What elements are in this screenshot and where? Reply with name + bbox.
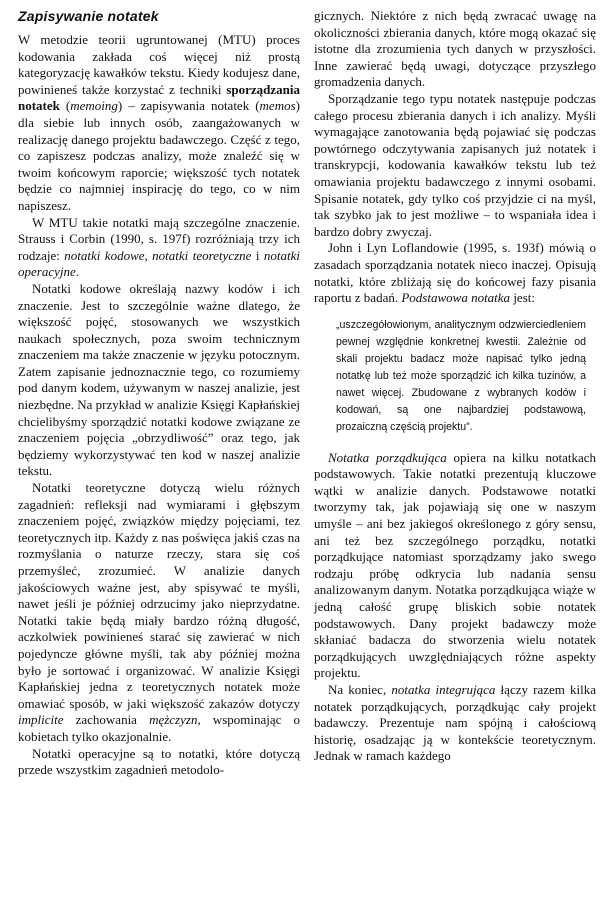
right-paragraph: Na koniec, notatka integrująca łączy razem kilka notatek porządkujących, porządkując cały projekt badawczy. Prezentuje nam spójną i całościową historię, osadzając ją w kontekście teoretycznym. Jednak w ramach każdego [314,682,597,764]
right-paragraph: John i Lyn Loflandowie (1995, s. 193f) mówią o zasadach sporządzania notatek nieco inaczej. Opisują notatki, które zbliżają się do końcowej fazy pisania raportu z badań. Podstawowa notatka jest: [314,240,596,306]
left-column-body [18,32,300,779]
left-column [18,8,300,779]
left-paragraph: W metodzie teorii ugruntowanej (MTU) proces kodowania zakłada coś więcej niż prostą kategoryzację kawałków tekstu. Kiedy kodujesz dane, powinieneś także korzystać z techniki sporządzania notatek (memoing) – zapisywania notatek (memos) dla siebie lub innych osób, zaangażowanych w realizację danego projektu badawczego. Część z tego, co zapiszesz podczas analizy, może znaleźć się w twoim końcowym raporcie; większość tych notatek będzie co najmniej inspirację do tego, co w nim napiszesz. [18,32,300,213]
left-paragraph: Notatki teoretyczne dotyczą wielu różnych zagadnień: refleksji nad wymiarami i głębszym znaczeniem pojęć, związków między pojęciami, tez teoretycznych itp. Każdy z nas poświęca jakiś czas na rozmyślania o naturze rzeczy, stara się coś przemyśleć, zrozumieć. W analizie danych jakościowych ważne jest, aby spisywać te myśli, nawet jeśli je później odrzucimy jako nieprzydatne. Notatki takie będą miały bardzo różną długość, aczkolwiek powinieneś starać się zawierać w nich pojedyncze główne myśli, tak aby później można było je sortować i organizować. W analizie Księgi Kapłańskiej jedna z teoretycznych notatek może omawiać sposób, w jaki większość zakazów dotyczy implicite zachowania mężczyzn, wspominając o kobietach tylko okazjonalnie. [18,480,300,744]
left-paragraph: W MTU takie notatki mają szczególne znaczenie. Strauss i Corbin (1990, s. 197f) rozróżniają trzy ich rodzaje: notatki kodowe, notatki teoretyczne i notatki operacyjne. [18,214,300,280]
right-paragraph: Sporządzanie tego typu notatek następuje podczas całego procesu zbierania danych i ich analizy. Myśli wymagające zanotowania będą pojawiać się podczas powtórnego odczytywania zapisanych już notatek i transkrypcji, kodowania kawałków tekstu lub też omawiania projektu badawczego z innymi osobami. Spisanie notatek, gdy tylko coś przyjdzie ci na myśl, tak szybko jak to jest możliwe – to wspaniała idea i bardzo dobry zwyczaj. [314,90,596,239]
right-paragraph: gicznych. Niektóre z nich będą zwracać uwagę na okoliczności zbierania danych, które mogą okazać się istotne dla zrozumienia tych danych w przyszłości. Inne zawierać będą uwagi, dotyczące przyszłego gromadzenia danych. [314,8,596,90]
left-paragraph: Notatki operacyjne są to notatki, które dotyczą przede wszystkim zagadnień metodolo- [18,745,300,778]
right-column-body [314,8,596,765]
section-title: Zapisywanie notatek [18,8,159,24]
right-column [314,8,596,765]
block-quote: „uszczegółowionym, analitycznym odzwierciedleniem pewnej względnie konkretnej kwestii. Zależnie od skali projektu badacz może napisać tylko jedną notatkę lub też może sporządzić ich kilka tuzinów, a nawet więcej. Zbudowane z wybranych kodów i kodowań, są one najbardziej podstawową, prozaiczną częścią projektu”. [336,318,586,433]
right-paragraph: Notatka porządkująca opiera na kilku notatkach podstawowych. Takie notatki prezentują kluczowe wątki w analizie danych. Podstawowe notatki tworzymy tak, jak pojawiają się one w naszym umyśle – ani bez jakiegoś określonego z góry sensu, ani też bez szczególnego porządku, notatki porządkujące natomiast sporządzamy jako swego rodzaju próbę odkrycia lub nadania sensu analizowanym danym. Notatka porządkująca wiąże w jedną całość grupę bliskich sobie notatek podstawowych. Dany projekt badawczy może skłaniać badacza do stworzenia wielu notatek porządkujących uwzględniających różne aspekty projektu. [314,449,596,681]
left-paragraph: Notatki kodowe określają nazwy kodów i ich znaczenie. Jest to szczególnie ważne dlatego, że większość pojęć, stosowanych we wszystkich naukach społecznych, poza swoim technicznym znaczeniem ma także znaczenie w języku potocznym. Zatem zapisanie jednoznacznie tego, co rozumiemy pod danym kodem, używanym w naszej analizie, jest niezbędne. Na przykład w analizie Księgi Kapłańskiej chcielibyśmy sporządzić notatki kodowe związane ze znaczeniem pojęcia „obrzydliwość” oraz tego, jak będziemy wykorzystywać ten kod w naszej analizie tekstu. [18,280,300,479]
